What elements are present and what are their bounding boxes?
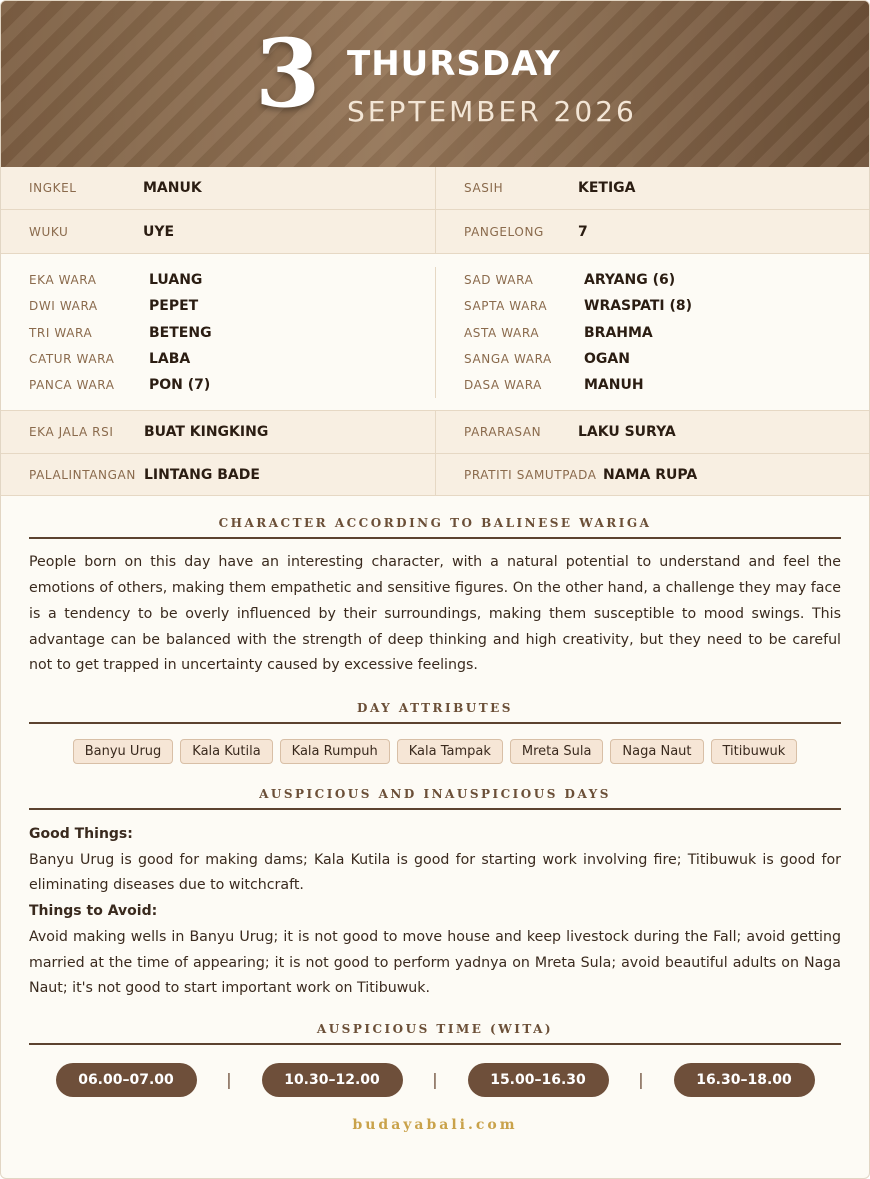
pararasan-label: PARARASAN [464,425,542,440]
auspicious-time-title: AUSPICIOUS TIME (WITA) [29,1022,841,1045]
wara-label: EKA WARA [29,273,97,288]
things-to-avoid-text: Avoid making wells in Banyu Urug; it is not good to move house and keep livestock during the Fall; avoid getting married at the time of appearing; it is not good to perform yadnya on Mreta Sula; avoid beautiful adults on Naga Naut; it's not good to start important work on Titibuwuk. [29,928,841,997]
pratiti-samutpada-value: NAMA RUPA [603,466,698,483]
character-text: People born on this day have an interesting character, with a natural potential to understand and feel the emotions of others, making them empathetic and sensitive figures. On the other hand, a challenge they may face is a tendency to be overly influenced by their surroundings, making them susceptible to mood swings. This advantage can be balanced with the strength of deep thinking and high creativity, but they need to be careful not to get trapped in uncertainty caused by excessive feelings. [29,554,841,674]
wara-left-column [1,267,435,398]
sasih-value: KETIGA [578,180,636,196]
pangelong-value: 7 [578,223,588,240]
wara-label: CATUR WARA [29,352,115,367]
info-row-palalintangan-pratiti [1,454,869,496]
sasih-label: SASIH [464,181,504,195]
ingkel-cell [1,167,435,209]
wara-value: ARYANG (6) [584,272,676,289]
eka-jala-rsi-cell [1,411,435,453]
date-header [1,1,869,167]
time-slot-pill: 16.30–18.00 [674,1063,815,1097]
footer-site-link[interactable]: budayabali.com [352,1116,518,1133]
day-number: 3 [255,19,321,129]
time-separator: | [226,1070,232,1090]
month-year-label: SEPTEMBER 2026 [347,95,637,128]
pratiti-samutpada-cell [435,454,869,495]
wara-row [29,372,435,398]
wara-label: SAD WARA [464,273,534,288]
wuku-value: UYE [143,223,175,240]
pararasan-value: LAKU SURYA [578,424,676,441]
time-slot-pill: 06.00–07.00 [56,1063,197,1097]
palalintangan-cell [1,454,435,495]
palalintangan-label: PALALINTANGAN [29,467,136,482]
wara-value: OGAN [584,351,630,368]
wara-value: PON (7) [149,377,211,394]
time-slot-pill: 15.00–16.30 [468,1063,609,1097]
wara-label: TRI WARA [29,325,93,340]
good-things-text: Banyu Urug is good for making dams; Kala Kutila is good for starting work involving fire; Titibuwuk is good for eliminating diseases due to witchcraft. [29,851,841,894]
auspicious-days-title: AUSPICIOUS AND INAUSPICIOUS DAYS [29,787,841,810]
good-things-heading: Good Things: [29,826,133,842]
info-row-wuku-pangelong [1,210,869,254]
wara-row [464,293,869,319]
wara-label: DASA WARA [464,378,542,393]
wara-row [29,293,435,319]
wara-row [464,346,869,372]
info-row-ingkel-sasih [1,167,869,210]
wara-value: MANUH [584,377,644,394]
info-row-eka-jala-rsi-pararasan [1,411,869,454]
wuku-cell [1,210,435,253]
wara-row [464,320,869,346]
time-slots [1,1063,869,1097]
palalintangan-value: LINTANG BADE [144,466,260,483]
wara-label: SANGA WARA [464,352,552,367]
wuku-label: WUKU [29,224,69,239]
wara-row [29,320,435,346]
weekday-label: THURSDAY [347,44,561,84]
day-attributes-title: DAY ATTRIBUTES [29,701,841,724]
attribute-tag: Mreta Sula [510,739,604,764]
wara-value: PEPET [149,298,199,315]
wara-right-column [435,267,869,398]
wara-table [1,254,869,411]
attribute-tag: Kala Tampak [397,739,503,764]
wara-value: LUANG [149,272,203,289]
wara-value: BRAHMA [584,324,653,341]
pangelong-cell [435,210,869,253]
time-separator: | [638,1070,644,1090]
attribute-tags [1,739,869,764]
wara-row [29,346,435,372]
attribute-tag: Banyu Urug [73,739,174,764]
wara-row [464,267,869,293]
things-to-avoid-heading: Things to Avoid: [29,903,158,920]
wara-label: PANCA WARA [29,378,115,393]
wara-value: WRASPATI (8) [584,298,693,315]
pangelong-label: PANGELONG [464,224,544,239]
time-slot-pill: 10.30–12.00 [262,1063,403,1097]
eka-jala-rsi-value: BUAT KINGKING [144,424,269,441]
attribute-tag: Kala Rumpuh [280,739,390,764]
pararasan-cell [435,411,869,453]
attribute-tag: Titibuwuk [711,739,798,764]
wara-row [29,267,435,293]
wara-label: SAPTA WARA [464,299,548,314]
time-separator: | [432,1070,438,1090]
ingkel-label: INGKEL [29,181,77,195]
wara-row [464,372,869,398]
wara-label: DWI WARA [29,299,98,314]
character-section-title: CHARACTER ACCORDING TO BALINESE WARIGA [29,516,841,539]
ingkel-value: MANUK [143,180,202,196]
wara-value: LABA [149,351,191,368]
wara-value: BETENG [149,324,212,341]
sasih-cell [435,167,869,209]
attribute-tag: Naga Naut [610,739,703,764]
wara-label: ASTA WARA [464,325,540,340]
attribute-tag: Kala Kutila [180,739,272,764]
eka-jala-rsi-label: EKA JALA RSI [29,425,114,440]
pratiti-samutpada-label: PRATITI SAMUTPADA [464,467,597,482]
